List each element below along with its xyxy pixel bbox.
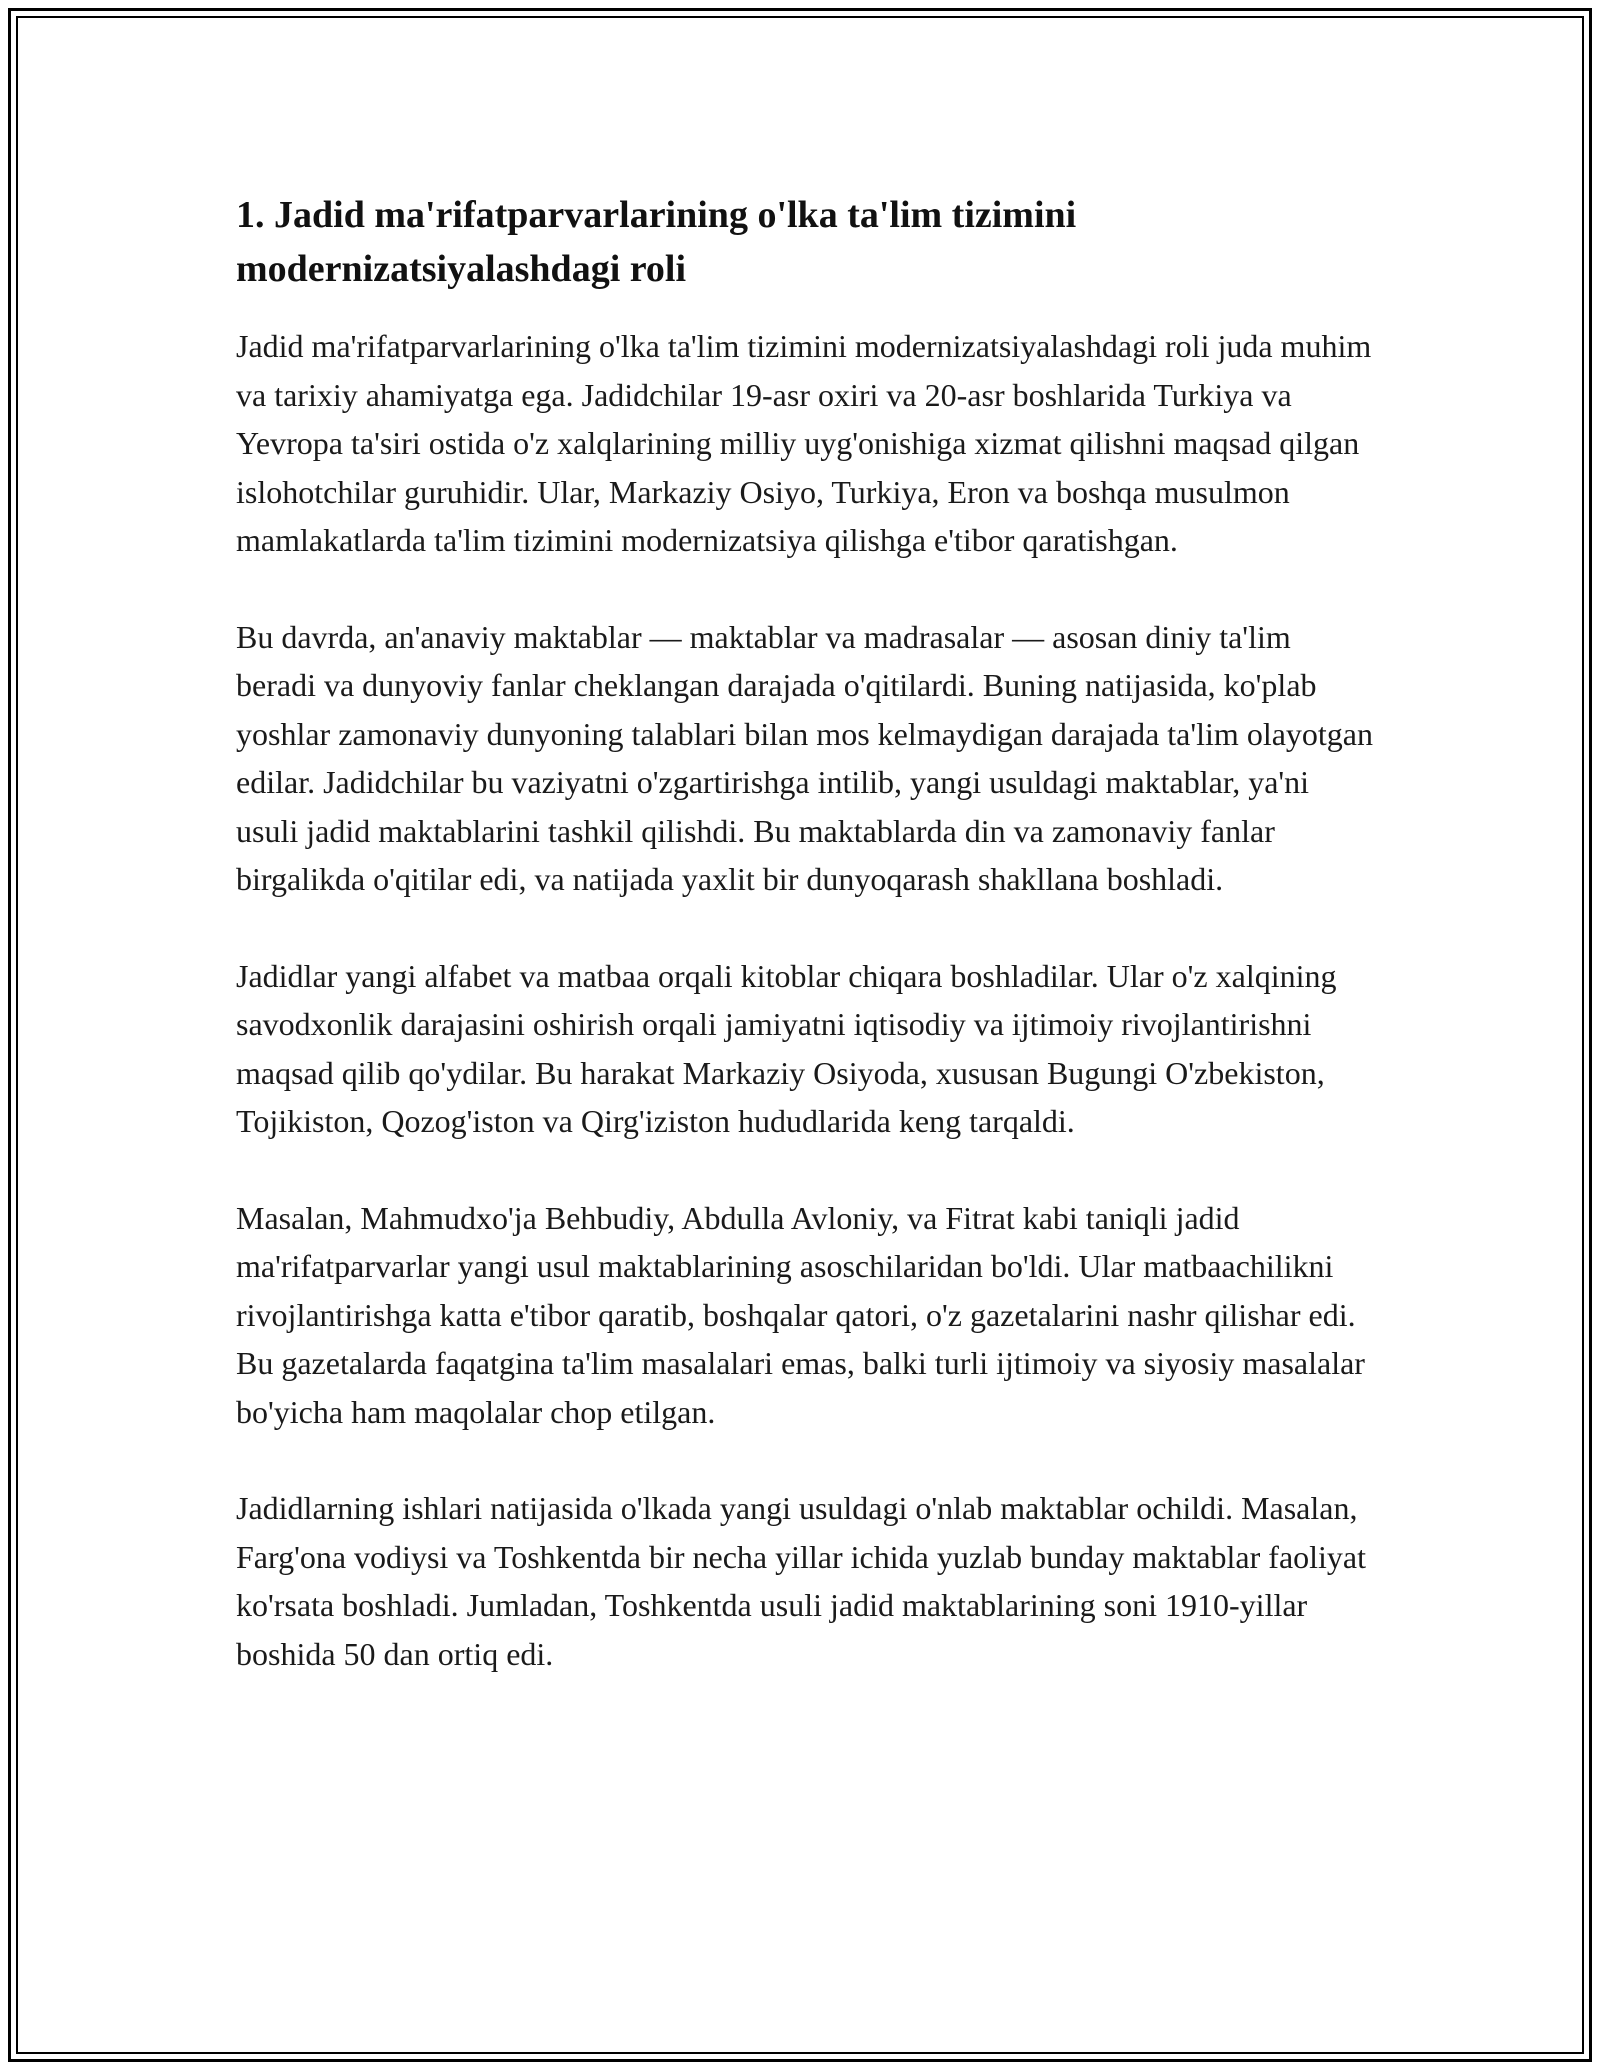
document-body [236,188,1376,1726]
paragraph-2: Bu davrda, an'anaviy maktablar — maktablar va madrasalar — asosan diniy ta'lim beradi va dunyoviy fanlar cheklangan darajada o'qitilardi. Buning natijasida, ko'plab yoshlar zamonaviy dunyoning talablari bilan mos kelmaydigan darajada ta'lim olayotgan edilar. Jadidchilar bu vaziyatni o'zgartirishga intilib, yangi usuldagi maktablar, ya'ni usuli jadid maktablarini tashkil qilishdi. Bu maktablarda din va zamonaviy fanlar birgalikda o'qitilar edi, va natijada yaxlit bir dunyoqarash shakllana boshladi. [236,618,1373,897]
paragraph-5: Jadidlarning ishlari natijasida o'lkada yangi usuldagi o'nlab maktablar ochildi. Masalan, Farg'ona vodiysi va Toshkentda bir necha yillar ichida yuzlab bunday maktablar faoliyat ko'rsata boshladi. Jumladan, Toshkentda usuli jadid maktablarining soni 1910-yillar boshida 50 dan ortiq edi. [236,1490,1367,1672]
paragraph-4: Masalan, Mahmudxo'ja Behbudiy, Abdulla Avloniy, va Fitrat kabi taniqli jadid ma'rifatparvarlar yangi usul maktablarining asoschilaridan bo'ldi. Ular matbaachilikni rivojlantirishga katta e'tibor qaratib, boshqalar qatori, o'z gazetalarini nashr qilishar edi. Bu gazetalarda faqatgina ta'lim masalalari emas, balki turli ijtimoiy va siyosiy masalalar bo'yicha ham maqolalar chop etilgan. [236,1199,1365,1430]
paragraph-1: Jadid ma'rifatparvarlarining o'lka ta'lim tizimini modernizatsiyalashdagi roli juda muhim va tarixiy ahamiyatga ega. Jadidchilar 19-asr oxiri va 20-asr boshlarida Turkiya va Yevropa ta'siri ostida o'z xalqlarining milliy uyg'onishiga xizmat qilishni maqsad qilgan islohotchilar guruhidir. Ular, Markaziy Osiyo, Turkiya, Eron va boshqa musulmon mamlakatlarda ta'lim tizimini modernizatsiya qilishga e'tibor qaratishgan. [236,328,1372,558]
paragraph-3: Jadidlar yangi alfabet va matbaa orqali kitoblar chiqara boshladilar. Ular o'z xalqining savodxonlik darajasini oshirish orqali jamiyatni iqtisodiy va ijtimoiy rivojlantirishni maqsad qilib qo'ydilar. Bu harakat Markaziy Osiyoda, xususan Bugungi O'zbekiston, Tojikiston, Qozog'iston va Qirg'iziston hududlarida keng tarqaldi. [236,957,1337,1139]
document-title: 1. Jadid ma'rifatparvarlarining o'lka ta'lim tizimini modernizatsiyalashdagi roli [236,194,1077,290]
